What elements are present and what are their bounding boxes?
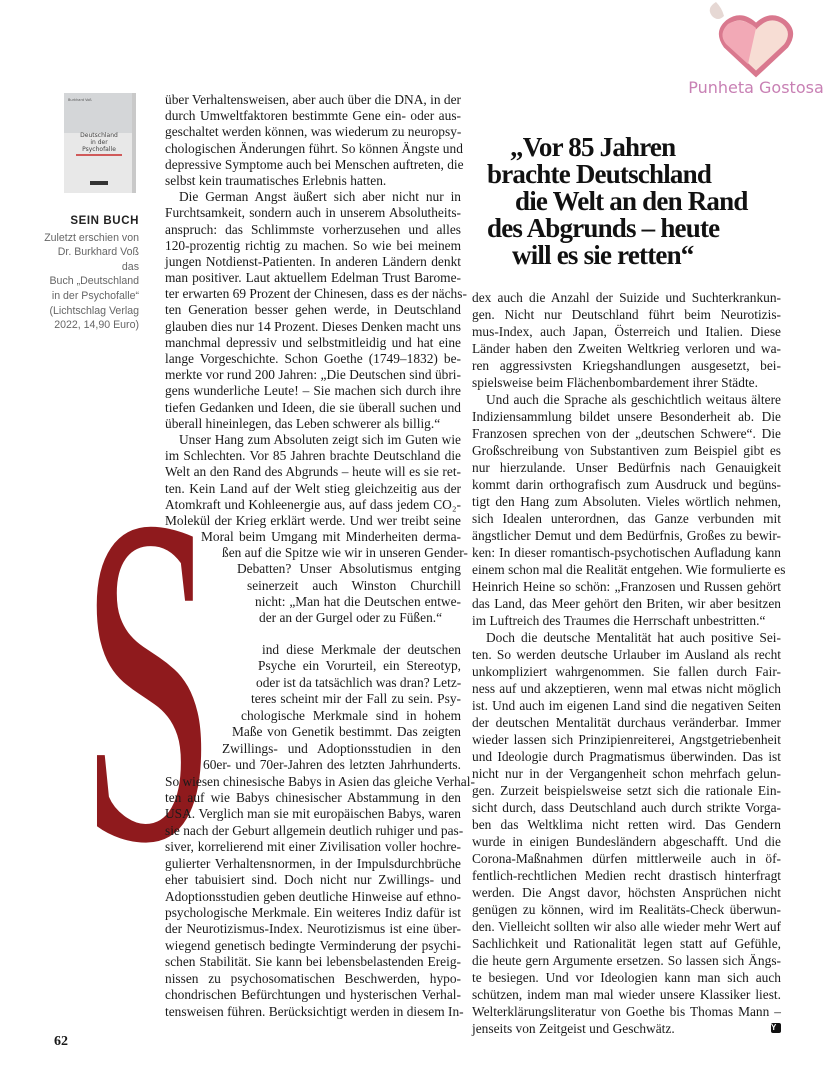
text-line: ten Generation besser gehen werde, in Deutschland [165,302,461,318]
text-line: und Ideologie durch Pragmatismus überwinden. Das ist [472,749,781,764]
svg-text:Burkhard Voß: Burkhard Voß [68,98,92,102]
text-line: ness auf und akzeptieren, wenn mal etwas nicht möglich [472,681,781,696]
text-line: Furchtsamkeit, sondern auch in unserem Absolutheits- [165,205,461,221]
text-line: gen. Zurzeit beispielsweise setzt sich die rationale Ein- [472,783,781,798]
pull-quote-line: brachte Deutschland [487,159,712,189]
text-line: durch Umweltfaktoren bestimmte Gene ein- oder aus- [165,108,461,124]
text-line: der Neurotizismus-Index. Neurotizismus ist eine über- [165,921,461,937]
text-line: wieder lassen sich Prinzipienreiterei, Angstgetriebenheit [472,732,781,747]
left-column-top [165,92,468,626]
text-line: genügen zu können, wird im Realitäts-Check überwun- [472,902,781,917]
sidebar-text-line: (Lichtschlag Verlag [49,304,139,317]
text-line: Moral beim Umgang mit Minderheiten derma- [201,529,461,545]
text-line: kommt darin orthografisch zum Ausdruck und begüns- [472,477,781,492]
text-line: Atomkraft und Kohleenergie aus, auf dass jedem CO₂- [165,496,461,512]
text-line: Welt an den Rand des Abgrunds – heute will es sie ret- [165,464,461,480]
text-line: siver, korrelierend mit einer Zivilisation voller hochre- [165,839,461,855]
text-line: ter erwarten 69 Prozent der Chinesen, dass es der nächs- [165,286,467,302]
sidebar-text-line: 2022, 14,90 Euro) [54,319,139,332]
text-line: gen. Nicht nur Deutschland führt beim Neurotizis- [472,307,781,322]
text-line: tigt den Hang zum Absoluten. Vieles wörtlich nehmen, [472,494,781,509]
text-line: Maße von Genetik bestimmt. Das zeigten [232,724,461,740]
text-line: glauben dies nur 14 Prozent. Dieses Denken macht uns [165,318,461,334]
pull-quote-line: „Vor 85 Jahren [510,132,676,162]
text-line: Großschreibung von Substantiven zum Beispiel gibt es [472,443,781,458]
pull-quote [480,134,780,269]
right-column [472,289,786,1037]
text-line: der an der Gurgel oder zu Füßen.“ [259,610,443,625]
text-line: dex auch die Anzahl der Suizide und Suchterkrankun- [472,290,781,305]
text-line: ten. So werden deutsche Urlauber im Ausland als recht [472,647,781,662]
svg-text:Deutschland: Deutschland [80,132,118,139]
sidebar-text-line: in der Psychofalle“ [51,289,139,302]
text-line: Heinrich Heine so schön: „Franzosen und Russen gehört [472,579,781,594]
text-line: die heute gern Argumente ersetzen. So lassen sich Ängs- [472,953,781,968]
text-line: Psyche ein Vorurteil, ein Stereotyp, [258,658,461,674]
page-number: 62 [54,1034,68,1049]
text-line: Unser Hang zum Absoluten zeigt sich im Guten wie [179,431,461,447]
drop-cap: S [80,419,217,940]
text-line: chologische Merkmale sind in hohem [241,707,461,723]
text-line: ßen auf die Spitze wie wir in unseren Gender- [222,545,468,561]
text-line: ren aggressivsten Kriegshandlungen ausgesetzt, bei- [472,358,781,373]
text-line: ten auf wie Babys chinesischer Abstammung in den [165,789,461,805]
text-line: nicht nur in der Vergangenheit schon mehrfach gelun- [472,766,781,781]
book-sidebar [40,214,139,333]
text-line: tensweisen führen. Berücksichtigt werden in diesem In- [165,1003,464,1019]
text-line: den. Vielleicht sollten wir also alle wieder mehr Wert auf [472,919,781,934]
text-line: nur hierzulande. Unser Bedürfnis nach Genauigkeit [472,460,781,475]
text-line: Corona-Maßnahmen dürfen mittlerweile auch in öf- [472,851,781,866]
text-line: ist. Und auch im eigenen Land sind die negativen Seiten [472,698,781,713]
text-line: chondrischen Befürchtungen und hysterischen Verhal- [165,987,461,1003]
text-line: einem schon mal die Realität entgehen. Wie formulierte es [472,562,786,577]
text-line: seinerzeit auch Winston Churchill [247,577,461,593]
text-line: schützen, indem man mal wieder unsere Klassiker liest. [472,987,781,1002]
text-line: der deutschen Mentalität durchaus veränderbar. Immer [472,715,781,730]
text-line: Sachlichkeit und Rationalität legen statt auf Gefühle, [472,936,781,951]
sidebar-heading: SEIN BUCH [70,215,139,227]
text-line: spielsweise beim Flächenbombardement ihrer Städte. [472,375,758,390]
text-line: gens wunderliche Leute! – Sie machen sich durch ihre [165,383,461,399]
text-line: tiefen Gedanken und Ideen, die sie überall suchen und [165,399,461,415]
text-line: psychologische Merkmale. Ein weiteres Indiz dafür ist [165,905,461,920]
text-line: depressive Symptome auch bei Menschen auftreten, die [165,156,464,172]
end-mark-icon: Y [771,1023,781,1033]
sidebar-text-line: Zuletzt erschien von [44,231,139,244]
text-line: ken: In dieser romantisch-psychotischen Aufladung kann [472,545,781,560]
text-line: sie nach der Geburt allgemein deutlich ruhiger und pas- [165,822,464,838]
sidebar-text-line: Buch „Deutschland [49,275,139,288]
text-line: unkompliziert wahrgenommen. Sie fallen durch Fair- [472,664,781,679]
text-line: ben das Weltklima nicht retten wird. Das Gendern [472,817,781,832]
text-line: Adoptionsstudien geben deutliche Hinweise auf ethno- [165,888,461,904]
text-line: So wiesen chinesische Babys in Asien das gleiche Verhal- [165,773,475,789]
text-line: Und auch die Sprache als geschichtlich weitaus ältere [486,392,781,407]
text-line: merkte vor rund 200 Jahren: „Die Deutschen sind übri- [165,367,461,383]
pull-quote-line: des Abgrunds – heute [487,213,720,243]
text-line: lange Vorgeschichte. Schon Goethe (1749–1832) be- [165,351,461,366]
text-line: schen Stabilität. Sie kann bei lebensbelastenden Ereig- [165,954,461,970]
text-line: mus-Index, auch Japan, Österreich und Italien. Diese [472,324,781,339]
text-line: wurde in einigen Bundesländern abgeschafft. Und die [472,834,781,849]
text-line: te besiegen. Und vor Ideologien kann man sich auch [472,970,781,985]
text-line: oder ist da tatsächlich was dran? Letz- [256,674,462,690]
text-line: Debatten? Unser Absolutismus entging [237,561,461,577]
book-cover-image [62,93,138,195]
text-line: Franzosen sprechen von der „deutschen Schwere“. Die [472,426,781,441]
text-line: Länder haben den Zweiten Weltkrieg verloren und wa- [472,341,781,356]
text-line: 120-prozentig richtig zu machen. So wie bei meinem [165,237,461,253]
text-line: Doch die deutsche Mentalität hat auch positive Sei- [486,630,781,645]
text-line: jungen Notdienst-Patienten. In anderen Ländern denkt [165,253,461,269]
text-line: Zwillings- und Adoptionsstudien in den [222,740,461,756]
text-line: fentlich-rechtlichen Medien recht drastisch hinterfragt [472,868,781,883]
text-line: Welterklärungsliteratur von Goethe bis Thomas Mann – [472,1004,781,1019]
text-line: Molekül der Krieg erklärt werde. Und wer treibt seine [165,512,461,528]
text-line: jenseits von Zeitgeist und Geschwätz. Y [472,1020,781,1037]
text-line: das Land, das Meer gehört den Briten, wir aber besitzen [472,596,781,611]
text-line: eher tabuisiert sind. Doch nicht nur Zwillings- und [165,872,461,888]
text-line: nissen zu psychosomatischen Beschwerden, hypo- [165,970,461,986]
text-line: werden. Die Angst davor, höchsten Ansprüchen nicht [472,885,781,900]
text-line: man positiver. Laut aktuellem Edelman Trust Barome- [165,270,461,286]
text-line: chologischen Änderungen führt. So können Ängste und [165,140,463,156]
text-line: USA. Verglich man sie mit europäischen Babys, waren [165,806,461,822]
text-line: 60er- und 70er-Jahren des letzten Jahrhunderts. [203,757,461,773]
text-line: im Schlechten. Vor 85 Jahren brachte Deutschland die [165,448,461,464]
text-line: selbst kein traumatisches Erlebnis hatten. [165,172,387,188]
pull-quote-line: will es sie retten“ [512,240,694,270]
text-line: gulierter Verhaltensnormen, in der Impulsdurchbrüche [165,855,461,871]
text-line: teres scheint mir der Fall zu sein. Psy- [251,691,461,707]
text-line: geschaltet werden können, was wiederum zu neuropsy- [165,124,462,140]
left-column-bottom [165,642,475,1020]
text-line: überall hineinlegen, das Leben schwerer als billig.“ [165,415,441,431]
sidebar-text-line: Dr. Burkhard Voß das [57,246,139,273]
text-line: sich Idealen unterordnen, das Ganze verbunden mit [472,511,781,526]
pull-quote-line: die Welt an den Rand [515,186,748,216]
text-line: im Luftreich des Traumes die Herrschaft unbestritten.“ [472,613,766,628]
text-line: ind diese Merkmale der deutschen [262,642,461,657]
text-line: sicht durch, dass Deutschland auch durch strikte Vorga- [472,800,781,815]
svg-text:Punheta Gostosa: Punheta Gostosa [688,78,824,97]
text-line: Die German Angst äußert sich aber nicht nur in [179,189,461,205]
text-line: nicht: „Man hat die Deutschen entwe- [255,593,461,609]
svg-text:in der: in der [90,139,108,146]
text-line: ängstlicher Demut und dem Bedürfnis, Großes zu bewir- [472,528,781,543]
text-line: manchmal depressiv und selbstmitleidig und hat eine [165,334,461,350]
text-line: anspruch: das Schlimmste vorherzusehen und alles [165,221,461,237]
watermark-logo [676,0,837,100]
text-line: Indiziensammlung bildet unsere Besonderheit ab. Die [472,409,781,424]
svg-text:Psychofalle: Psychofalle [82,146,116,153]
text-line: über Verhaltensweisen, aber auch über die DNA, in der [165,92,461,107]
text-line: ten. Kein Land auf der Welt stieg gleichzeitig aus der [165,480,461,496]
text-line: wiegend genetisch bedingte Verminderung der psychi- [165,937,461,953]
